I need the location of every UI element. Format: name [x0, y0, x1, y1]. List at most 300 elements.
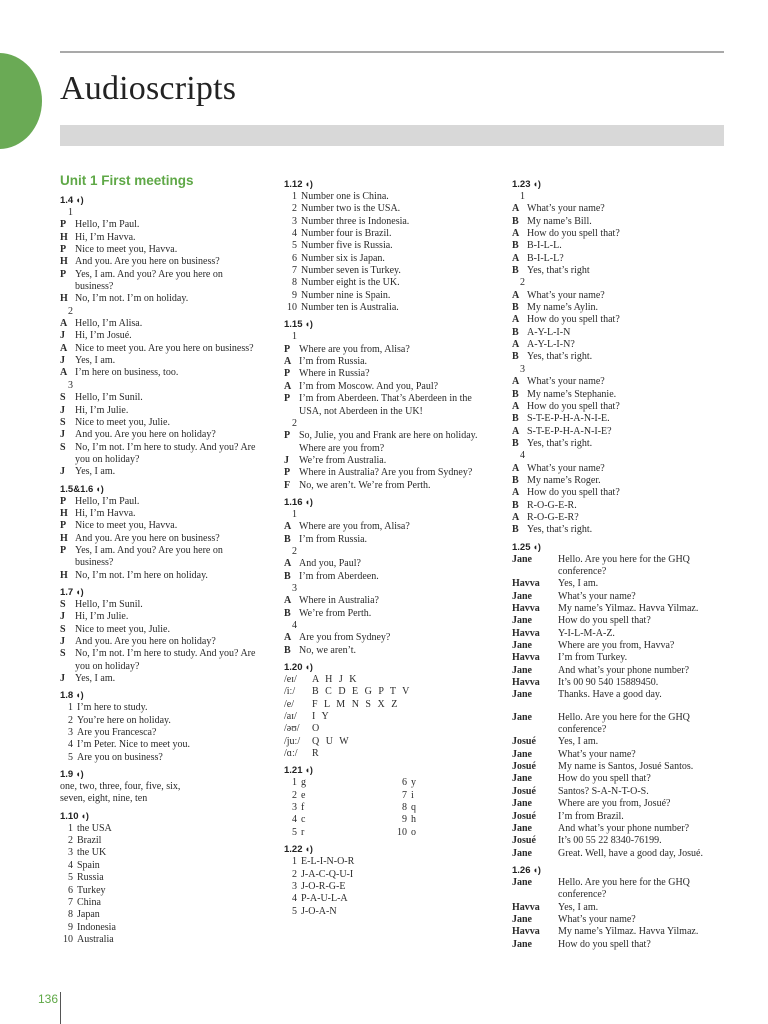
line-text: It’s 00 90 540 15889450. — [558, 677, 659, 689]
speaker-label: P — [284, 467, 291, 479]
line-number: 9 — [68, 921, 73, 933]
letter-item — [394, 777, 416, 789]
speaker-label: A — [512, 487, 520, 499]
dialogue-line — [512, 389, 727, 401]
phoneme-row — [284, 674, 502, 686]
line-text: Nice to meet you, Havva. — [75, 520, 178, 532]
unit-title: Unit 1 First meetings — [60, 173, 194, 188]
line-text: Yes, that’s right. — [527, 351, 593, 363]
track-number: 1.26 — [512, 864, 531, 876]
line-text: No, we aren’t. We’re from Perth. — [299, 479, 431, 491]
numbered-line — [284, 509, 502, 521]
line-number: 2 — [292, 868, 297, 880]
dialogue-line — [60, 244, 275, 256]
line-text: You’re here on holiday. — [77, 714, 171, 726]
line-number: 3 — [292, 880, 297, 892]
speaker-label: B — [512, 388, 519, 400]
dialogue-line — [60, 343, 275, 355]
line-text: Number one is China. — [301, 191, 389, 202]
dialogue-line — [512, 889, 727, 901]
dialogue-line — [284, 356, 502, 368]
speaker-label: S — [60, 392, 66, 404]
speaker-name: Jane — [512, 664, 532, 676]
letter: y — [411, 777, 416, 789]
dialogue-line — [512, 578, 727, 590]
line-text: I’m from Russia. — [299, 533, 368, 545]
dialogue-line — [284, 558, 502, 570]
speaker-label: A — [60, 318, 68, 330]
dialogue-line — [60, 256, 275, 268]
track-number: 1.22 — [284, 844, 303, 856]
line-text: No, I’m not. I’m here to study. And you? Are — [75, 441, 256, 453]
line-number: 6 — [68, 884, 73, 896]
speaker-label: A — [60, 367, 68, 379]
speaker-name: Havva — [512, 901, 540, 913]
script-line: seven, eight, nine, ten — [60, 793, 148, 805]
line-text: I’m here on business, too. — [75, 367, 179, 379]
speaker-name — [512, 724, 558, 736]
numbered-line — [60, 909, 275, 921]
line-text: Hello. Are you here for the GHQ — [558, 553, 690, 565]
numbered-line — [60, 860, 275, 872]
speaker-label: P — [284, 368, 291, 380]
track-heading — [60, 768, 275, 781]
line-number: 3 — [292, 215, 297, 227]
line-text: And you. Are you here on holiday? — [75, 429, 216, 441]
line-text: I’m from Brazil. — [558, 810, 624, 822]
audio-icon: ◖) — [532, 179, 541, 189]
dialogue-line — [284, 455, 502, 467]
line-text: We’re from Perth. — [299, 607, 372, 619]
line-number: 1 — [68, 702, 73, 714]
track-number: 1.5&1.6 — [60, 483, 94, 495]
speaker-label: P — [284, 393, 291, 405]
speaker-label: S — [60, 598, 66, 610]
line-text: I’m here to study. — [77, 702, 148, 714]
phoneme-letters: O — [312, 723, 322, 735]
line-text: Y-I-L-M-A-Z. — [558, 627, 615, 639]
numbered-line — [60, 739, 275, 751]
audio-icon: ◖) — [304, 844, 313, 855]
line-text: S-T-E-P-H-A-N-I-E. — [527, 413, 610, 425]
line-text: No, I’m not. I’m here on holiday. — [75, 569, 208, 581]
dialogue-line — [284, 406, 502, 418]
letter: g — [301, 777, 306, 789]
speaker-label: A — [512, 400, 520, 412]
line-text: I’m from Aberdeen. — [299, 570, 379, 582]
numbered-line — [284, 203, 502, 215]
speaker-label: J — [60, 611, 65, 623]
line-text: We’re from Australia. — [299, 454, 387, 466]
dialogue-line — [512, 500, 727, 512]
line-number: 10 — [63, 933, 73, 945]
line-text: Hi, I’m Havva. — [75, 231, 136, 243]
numbered-line — [60, 885, 275, 897]
speaker-label: S — [60, 416, 66, 428]
line-number: 2 — [68, 305, 73, 317]
dialogue-gap — [512, 702, 727, 712]
dialogue-line — [60, 392, 275, 404]
line-text: Hello. Are you here for the GHQ — [558, 876, 690, 888]
numbered-line — [284, 620, 502, 632]
speaker-label: A — [512, 339, 520, 351]
audio-icon: ◖) — [304, 765, 313, 776]
line-text: R-O-G-E-R. — [527, 499, 577, 511]
line-text: Russia — [77, 872, 104, 884]
line-text: Turkey — [77, 884, 106, 896]
line-text: How do you spell that? — [527, 314, 620, 326]
line-number: 4 — [292, 814, 297, 826]
numbered-line — [512, 277, 727, 289]
phoneme-row — [284, 711, 502, 723]
line-text: Australia — [77, 933, 114, 945]
line-number: 4 — [520, 450, 525, 462]
dialogue-line — [60, 557, 275, 569]
speaker-label: A — [512, 203, 520, 215]
track-number: 1.12 — [284, 179, 303, 190]
line-number: 5 — [68, 751, 73, 763]
speaker-label: B — [512, 524, 519, 536]
numbered-line — [60, 934, 275, 946]
dialogue-line — [512, 438, 727, 450]
audio-section — [512, 178, 727, 537]
speaker-name: Jane — [512, 590, 532, 602]
numbered-line — [60, 207, 275, 219]
speaker-name: Jane — [512, 822, 532, 834]
line-number: 7 — [402, 789, 407, 801]
phoneme-symbol: /juː/ — [284, 735, 301, 747]
dialogue-line — [512, 351, 727, 363]
dialogue-line — [60, 330, 275, 342]
numbered-line — [284, 290, 502, 302]
dialogue-line — [512, 835, 727, 847]
dialogue-line — [512, 327, 727, 339]
top-rule — [60, 51, 724, 53]
line-text: So, Julie, you and Frank are here on holiday. — [299, 430, 478, 442]
numbered-line — [284, 253, 502, 265]
line-text: What’s your name? — [527, 376, 605, 388]
track-heading — [60, 194, 275, 207]
line-text: Hi, I’m Julie. — [75, 404, 129, 416]
audio-icon: ◖) — [532, 864, 541, 875]
track-heading — [284, 661, 502, 674]
line-text: What’s your name? — [558, 748, 636, 760]
line-text: Number four is Brazil. — [301, 228, 392, 240]
phoneme-letters: B C D E G P T V — [312, 686, 412, 698]
dialogue-line — [60, 673, 275, 685]
line-text: My name is Santos, Josué Santos. — [558, 761, 694, 773]
line-number: 2 — [292, 789, 297, 801]
dialogue-line — [512, 265, 727, 277]
line-text: Where are you from? — [299, 442, 385, 454]
audio-section — [512, 541, 727, 860]
dialogue-line — [60, 454, 275, 466]
phoneme-symbol: /iː/ — [284, 686, 296, 698]
speaker-name: Jane — [512, 876, 532, 888]
speaker-name: Jane — [512, 553, 532, 565]
line-text: Yes, I am. — [558, 578, 599, 590]
line-number: 3 — [292, 802, 297, 814]
line-number: 3 — [68, 847, 73, 859]
speaker-label: A — [512, 511, 520, 523]
track-heading — [512, 541, 727, 554]
audio-section — [60, 689, 275, 764]
line-text: I’m from Moscow. And you, Paul? — [299, 380, 439, 392]
speaker-label — [60, 454, 75, 466]
phoneme-symbol: /aɪ/ — [284, 711, 297, 723]
line-text: I’m from Turkey. — [558, 652, 628, 664]
speaker-label: A — [284, 380, 292, 392]
line-number: 8 — [402, 802, 407, 814]
line-text: Nice to meet you, Julie. — [75, 623, 170, 635]
speaker-label: B — [284, 570, 291, 582]
line-text: I’m from Russia. — [299, 356, 368, 368]
line-number: 6 — [292, 252, 297, 264]
speaker-label: H — [60, 532, 68, 544]
dialogue-line — [512, 290, 727, 302]
audio-icon: ◖) — [532, 541, 541, 552]
line-text: Hello, I’m Sunil. — [75, 392, 143, 404]
dialogue-line — [512, 652, 727, 664]
line-text: S-T-E-P-H-A-N-I-E? — [527, 425, 612, 437]
track-heading — [60, 586, 275, 599]
line-number: 4 — [292, 893, 297, 905]
dialogue-line — [60, 661, 275, 673]
numbered-line — [284, 546, 502, 558]
track-heading — [60, 810, 275, 823]
track-number: 1.21 — [284, 765, 303, 777]
track-number: 1.25 — [512, 541, 531, 553]
line-number: 2 — [292, 203, 297, 215]
dialogue-line — [512, 603, 727, 615]
line-text: Thanks. Have a good day. — [558, 689, 662, 701]
line-text: Number three is Indonesia. — [301, 215, 410, 227]
letter: f — [301, 802, 305, 814]
speaker-label: A — [284, 595, 292, 607]
speaker-name: Havva — [512, 677, 540, 689]
phoneme-symbol: /eɪ/ — [284, 674, 297, 686]
dialogue-line — [60, 570, 275, 582]
line-number: 4 — [292, 228, 297, 240]
numbered-line — [60, 752, 275, 764]
audio-icon: ◖) — [75, 195, 84, 205]
speaker-label: A — [512, 376, 520, 388]
page-number-rule — [60, 992, 61, 1024]
speaker-label: B — [512, 499, 519, 511]
dialogue-line — [512, 302, 727, 314]
dialogue-line — [512, 475, 727, 487]
speaker-label: P — [60, 520, 67, 532]
line-text: Are you on business? — [77, 751, 163, 763]
audio-icon: ◖) — [304, 319, 313, 330]
audio-section — [60, 194, 275, 479]
line-number: 1 — [292, 191, 297, 202]
numbered-line — [60, 835, 275, 847]
line-text: Where are you from, Alisa? — [299, 343, 410, 355]
script-line: one, two, three, four, five, six, — [60, 781, 181, 793]
speaker-name: Havva — [512, 926, 540, 938]
phoneme-letters: A H J K — [312, 674, 359, 686]
line-text: Spain — [77, 859, 100, 871]
dialogue-line — [512, 939, 727, 951]
line-text: Yes, I am. — [558, 901, 599, 913]
track-number: 1.4 — [60, 195, 74, 206]
audio-section — [284, 318, 502, 491]
page-title: Audioscripts — [60, 70, 237, 107]
line-text: conference? — [558, 724, 607, 736]
numbered-line — [284, 881, 502, 893]
numbered-line — [284, 331, 502, 343]
line-number: 3 — [68, 379, 73, 391]
speaker-label — [60, 661, 75, 673]
speaker-label: H — [60, 231, 68, 243]
dialogue-line — [512, 487, 727, 499]
audio-section — [284, 843, 502, 918]
numbered-line — [284, 906, 502, 918]
dialogue-line — [60, 533, 275, 545]
dialogue-line — [284, 467, 502, 479]
line-text: Where in Australia? — [299, 595, 379, 607]
dialogue-line — [512, 640, 727, 652]
line-text: My name’s Roger. — [527, 474, 601, 486]
track-heading — [284, 496, 502, 509]
line-number: 5 — [68, 872, 73, 884]
dialogue-line — [284, 608, 502, 620]
dialogue-line — [512, 401, 727, 413]
line-text: And you. Are you here on business? — [75, 256, 220, 268]
line-text: Santos? S-A-N-T-O-S. — [558, 785, 649, 797]
column-1 — [60, 172, 275, 950]
line-text: Number six is Japan. — [301, 252, 385, 264]
column-2 — [284, 178, 502, 922]
letter: h — [411, 814, 416, 826]
speaker-name: Josué — [512, 810, 536, 822]
phoneme-letters: R — [312, 748, 321, 760]
audio-section — [60, 810, 275, 946]
phoneme-letters: Q U W — [312, 735, 351, 747]
letter-item — [284, 802, 394, 814]
line-text: My name’s Yilmaz. Havva Yilmaz. — [558, 603, 699, 614]
speaker-name: Jane — [512, 711, 532, 723]
line-text: Nice to meet you. Are you here on business? — [75, 342, 254, 354]
line-text: Hello, I’m Sunil. — [75, 598, 143, 610]
line-number: 8 — [292, 277, 297, 289]
dialogue-line — [512, 811, 727, 823]
line-number: 4 — [68, 739, 73, 751]
track-heading — [284, 178, 502, 191]
line-number: 9 — [402, 814, 407, 826]
numbered-line — [284, 216, 502, 228]
numbered-line — [284, 228, 502, 240]
numbered-line — [284, 302, 502, 314]
line-number: 4 — [292, 620, 297, 631]
audio-icon: ◖) — [304, 496, 313, 507]
speaker-label: B — [512, 437, 519, 449]
letter-item — [394, 827, 416, 839]
line-number: 10 — [287, 302, 297, 314]
line-number: 1 — [292, 508, 297, 520]
numbered-line — [284, 583, 502, 595]
line-text: Yes, I am. And you? Are you here on — [75, 268, 223, 280]
letter-pair-row — [284, 790, 502, 802]
speaker-name — [512, 889, 558, 901]
dialogue-line — [512, 376, 727, 388]
speaker-label: B — [512, 474, 519, 486]
speaker-name: Havva — [512, 603, 540, 614]
line-text: business? — [75, 281, 114, 293]
dialogue-line — [512, 615, 727, 627]
phoneme-symbol: /e/ — [284, 698, 294, 710]
dialogue-line — [60, 219, 275, 231]
speaker-label: A — [512, 425, 520, 437]
dialogue-line — [60, 281, 275, 293]
dialogue-line — [60, 405, 275, 417]
dialogue-line — [512, 524, 727, 536]
dialogue-line — [512, 463, 727, 475]
line-text: Indonesia — [77, 921, 116, 933]
dialogue-line — [60, 545, 275, 557]
line-number: 2 — [68, 714, 73, 726]
speaker-label: P — [284, 343, 291, 355]
audio-section — [284, 178, 502, 314]
dialogue-line — [512, 724, 727, 736]
speaker-name: Jane — [512, 938, 532, 950]
speaker-name — [512, 566, 558, 578]
dialogue-line — [60, 293, 275, 305]
line-text: I’m Peter. Nice to meet you. — [77, 739, 191, 751]
line-text: Hi, I’m Josué. — [75, 330, 132, 342]
dialogue-line — [60, 318, 275, 330]
line-number: 3 — [292, 582, 297, 594]
speaker-label: H — [60, 507, 68, 519]
line-text: Number ten is Australia. — [301, 302, 399, 314]
line-text: Yes, I am. — [75, 466, 116, 478]
audio-section — [284, 764, 502, 839]
line-number: 2 — [292, 545, 297, 557]
dialogue-line — [512, 253, 727, 265]
numbered-line — [60, 715, 275, 727]
line-text: My name’s Bill. — [527, 215, 592, 227]
column-3 — [512, 178, 727, 955]
speaker-label: J — [60, 673, 65, 685]
track-number: 1.15 — [284, 319, 303, 331]
dialogue-line — [512, 798, 727, 810]
dialogue-line — [60, 599, 275, 611]
speaker-label: B — [512, 326, 519, 338]
speaker-label: A — [284, 356, 292, 368]
speaker-name: Josué — [512, 736, 536, 748]
speaker-label: J — [60, 404, 65, 416]
dialogue-line — [512, 749, 727, 761]
speaker-name: Josué — [512, 761, 536, 773]
line-text: you on holiday? — [75, 660, 140, 672]
numbered-line — [284, 191, 502, 203]
letter-item — [394, 802, 416, 814]
dialogue-line — [60, 417, 275, 429]
line-text: Yes, I am. — [558, 736, 599, 748]
dialogue-line — [60, 355, 275, 367]
phoneme-row — [284, 686, 502, 698]
speaker-name: Jane — [512, 615, 532, 627]
numbered-line — [60, 702, 275, 714]
line-text: Nice to meet you, Julie. — [75, 416, 170, 428]
speaker-label: A — [512, 289, 520, 301]
line-text: How do you spell that? — [527, 228, 620, 240]
line-number: 5 — [292, 240, 297, 252]
dialogue-line — [60, 624, 275, 636]
dialogue-line — [512, 228, 727, 240]
numbered-line — [60, 922, 275, 934]
